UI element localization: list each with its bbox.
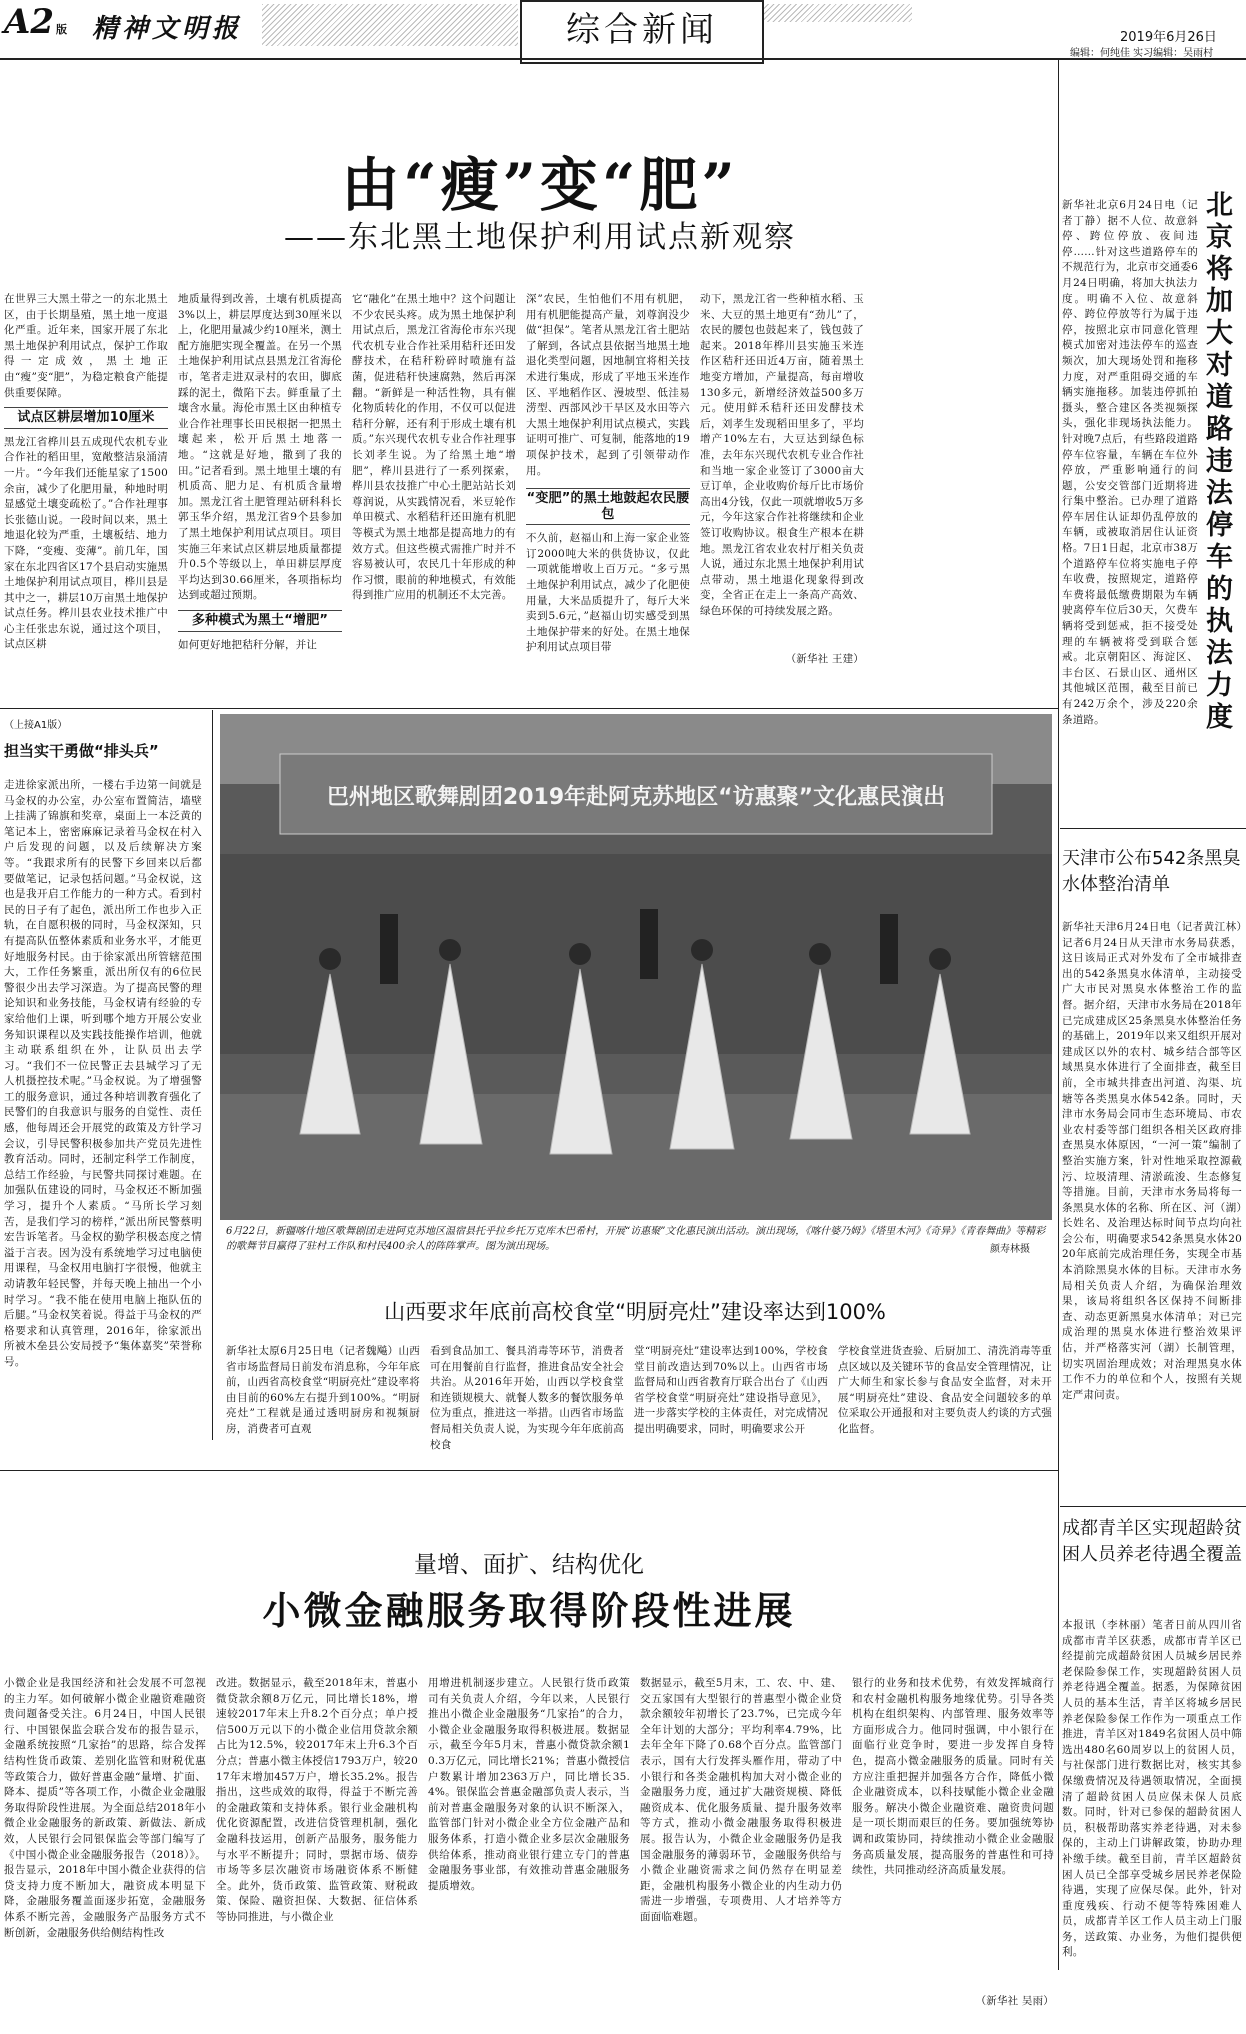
- main-subhead-2: 多种模式为黑土“增肥”: [178, 610, 342, 632]
- beijing-body: 新华社北京6月24日电（记者丁静）据不人位、故意斜停、跨位停放、夜间违停……针对这些道路停车的不规范行为，北京市交通委6月24日明确，将加大执法力度。明确不入位、故意斜停、跨位停放等行为属于违停，按照北京市同意化管理模式加密对违法停车的巡查频次，加大现场处罚和拖移力度，对严重阻碍交通的车辆实施拖移。加装违停抓拍摄头，整合建区各类视频探头，强化非现场执法能力。针对晚7点后，有些路段道路停车位容量，车辆在车位外停放，严重影响通行的问题，公安交管部门近期将进行集中整治。已办理了道路停车居住认证却仍乱停放的车辆，或被取消居住认证资格。7日1日起，北京市38万个道路停车位将实施电子停车收费，按照规定，道路停车费将最低缴费期限为车辆驶离停车位后30天，欠费车辆将受到惩戒，拒不接受处理的车辆被将受到联合惩戒。北京朝阳区、海淀区、丰台区、石景山区、通州区其他城区范围，截至目前已有242万余个，涉及220余条道路。: [1062, 199, 1198, 726]
- performance-photo: [220, 714, 1052, 1220]
- page-number: A2 版: [4, 2, 68, 42]
- section-box: [520, 0, 764, 64]
- finance-col-2: 改进。数据显示，截至2018年末，普惠小微贷款余额8万亿元，同比增长18%，增速较2017年末上升8.2个百分点；单户授信500万元以下的小微企业信用贷款余额占比为12.5%，较2017年末上升6.3个百分点；普惠小微主体授信1793万户，较2017年末增加457万户，增长35.2%。报告指出，这些成效的取得，得益于不断完善的金融政策和支持体系。银行业金融机构优化资源配置，改进信贷管理机制，强化金融科技运用，创新产品服务，服务能力与水平不断提升；同时，票据市场、债券市场等多层次融资市场融资体系不断健全。此外，货币政策、监管政策、财税政策、保险、融资担保、大数据、征信体系等协同推进，与小微企业: [216, 1677, 418, 1923]
- tianjin-title: 天津市公布542条黑臭水体整治清单: [1062, 848, 1241, 895]
- main-col-1-text: 在世界三大黑土带之一的东北黑土区，由于长期垦殖，黑土地一度退化严重。近年来，国家开展了东北黑土地保护利用试点，保护工作取得一定成效，黑土地正由“瘦”变“肥”，为稳定粮食产能提供重要保障。: [4, 293, 168, 399]
- main-col-3-text: 它“融化”在黑土地中？这个问题让不少农民头疼。成为黑土地保护利用试点后，黑龙江省海伦市东兴现代农机专业合作社采用秸秆还田发酵技术，在秸秆粉碎时喷施有益菌，促进秸秆快速腐熟，然后再深翻。“新鲜是一种活性物，具有催化物质转化的作用，不仅可以促进秸秆分解，还有利于形成土壤有机质。”东兴现代农机专业合作社理事长刘孝生说。为了给黑土地“增肥”，桦川县进行了一系列探索，桦川县农技推广中心土肥站站长刘尊润说，从实践情况看，米豆轮作单田模式、水稻秸秆还田施有机肥等模式为黑土地都是提高地力的有效方式。但这些模式需推广时并不容易被认可，农民几十年形成的种作习惯，眼前的种地模式，有效能得到推广应用的机制还不太完善。: [352, 293, 516, 602]
- shanxi-col-2: 看到食品加工、餐具消毒等环节，消费者可在用餐前自行监督，推进食品安全社会共治。从2016年开始，山西以学校食堂和连锁规模大、就餐人数多的餐饮服务单位为重点，推进这一举措。山西省市场监督局相关负责人说，为实现今年年底前高校食: [430, 1345, 624, 1451]
- main-subhead-3: “变肥”的黑土地鼓起农民腰包: [526, 488, 690, 525]
- photo-banner-text: 巴州地区歌舞剧团2019年赴阿克苏地区“访惠聚”文化惠民演出: [326, 785, 946, 810]
- finance-col-1: 小微企业是我国经济和社会发展不可忽视的主力军。如何破解小微企业融资难融资贵问题备受关注。6月24日，中国人民银行、中国银保监会联合发布的报告显示，金融系统按照“几家抬”的思路，综合发挥结构性货币政策、差别化监管和财税优惠等政策合力，做好普惠金融“量增、扩面、降本、提质”等各项工作，小微企业金融服务取得阶段性进展。为全面总结2018年小微企业金融服务的新政策、新做法、新成效，人民银行会同银保监会等部门编写了《中国小微企业金融服务报告（2018）》。报告显示，2018年中国小微企业获得的信贷支持力度不断加大，融资成本明显下降，金融服务覆盖面逐步拓宽，金融服务体系不断完善，金融服务产品服务方式不断创新，金融服务供给侧结构性改: [4, 1677, 206, 1939]
- main-col-3: [352, 292, 516, 702]
- section-title: 综合新闻: [566, 10, 718, 50]
- continued-body: 走进徐家派出所，一楼右手边第一间就是马金权的办公室，办公室布置简洁，墙壁上挂满了锦旗和奖章，桌面上一本泛黄的笔记本上，密密麻麻记录着马金权在村入户后发现的问题，以及后续解决方案等。“我跟求所有的民警下乡回来以后都要做笔记，记录包括问题。”马金权说，这也是我开启工作能力的一种方式。看到村民的日子有了起色，派出所工作也步入正轨，在自愿积极的同时，马金权深知，只有提高队伍整体素质和业务水平，才能更好地服务村民。由于徐家派出所管辖范围大，工作任务繁重，派出所仅有的6位民警很少出去学习深造。为了提高民警的理论知识和业务技能，马金权请有经验的专家给他们上课，听到哪个地方开展公安业务知识课程以及实践技能操作培训，他就主动联系组织在外，让队员出去学习。“我们不一位民警正去县城学习了无人机摄控技术呢。”马金权说。为了增强警工的服务意识，通过各种培训教育强化了民警们的自我意识与服务的自觉性、责任感，他每周还会开展党的政策及方针学习会议，引导民警积极参加共产党员先进性教育活动。同时，还制定科学工作制度，总结工作经验，与民警共同探讨难题。在加强队伍建设的同时，马金权还不断加强学习，提升个人素质。“马所长学习刻苦，是我们学习的榜样，”派出所民警蔡明宏告诉笔者。马金权的勤学积极态度之情溢于言表。因为没有系统地学习过电脑使用课程，马金权用电脑打字很慢，他就主动请教年轻民警，并每天晚上抽出一个小时学习。“我不能在使用电脑上拖队伍的后腿。”马金权笑着说。得益于马金权的严格要求和认真管理，2016年，徐家派出所被木垒县公安局授予“集体嘉奖”荣誉称号。: [4, 779, 202, 1368]
- shanxi-title: 山西要求年底前高校食堂“明厨亮灶”建设率达到100%: [384, 1300, 886, 1324]
- photo-credit: 颜寿林摄: [990, 1244, 1030, 1255]
- shanxi-col-1: 新华社太原6月25日电（记者魏飚）山西省市场监督局日前发布消息称，今年年底前，山西省高校食堂“明厨亮灶”建设率将由目前的60%左右提升到100%。“明厨亮灶”工程就是通过透明厨房和视频厨房，消费者可直观: [226, 1345, 420, 1435]
- left-column-divider: [212, 710, 213, 1440]
- beijing-title: 北京将加大对道路违法停车的执法力度: [1206, 190, 1233, 733]
- rule-above-tianjin: [1060, 828, 1246, 829]
- main-col-5: [700, 292, 864, 702]
- main-col-1: [4, 292, 168, 702]
- continued-title: 担当实干勇做“排头兵”: [4, 742, 159, 760]
- main-col-2: [178, 292, 342, 702]
- main-col-2-text: 地质量得到改善，土壤有机质提高3%以上，耕层厚度达到30厘米以上，化肥用量减少约10厘米，测土配方施肥实现全覆盖。在另一个黑土地保护利用试点县黑龙江省海伦市，笔者走进双录村的农田，脚底踩的泥土，微陷下去。鲜重量了土壤含水量。海伦市黑土区由种植专业合作社理事长田民根据一把黑土壤起来，松开后黑土地落一地。“这就是好地，撒到了我的田。”记者看到。黑土地里土壤的有机质高、肥力足、有机质含量增加。黑龙江省土肥管理站研科科长郭玉华介绍，黑龙江省9个县参加了黑土地保护利用试点项目。项目实施三年来试点区耕层地质量都提升0.5个等级以上，单田耕层厚度平均达到30.66厘米，各项指标均达到或超过预期。: [178, 293, 342, 602]
- shanxi-col-4: 学校食堂进货查验、后厨加工、清洗消毒等重点区域以及关键环节的食品安全管理情况，让广大师生和家长参与食品安全监督，对未开展“明厨亮灶”建设、食品安全问题较多的单位采取公开通报和对主要负责人约谈的方式强化监督。: [838, 1345, 1052, 1435]
- masthead-logo: 精神文明报: [92, 14, 243, 44]
- header-rule: [0, 58, 1246, 60]
- main-col-4: [526, 292, 690, 702]
- main-article-subtitle: ——东北黑土地保护利用试点新观察: [284, 220, 796, 255]
- chengdu-title: 成都青羊区实现超龄贫困人员养老待遇全覆盖: [1062, 1518, 1242, 1565]
- finance-col-3: 用增进机制逐步建立。人民银行货币政策司有关负责人介绍，今年以来，人民银行推出小微企业金融服务“几家抬”的合力，小微企业金融服务取得积极进展。数据显示，截至今年5月末，普惠小微贷款余额10.3万亿元，同比增长21%；普惠小微授信户数累计增加2363万户，同比增长35.4%。银保监会普惠金融部负责人表示，当前对普惠金融服务对象的认识不断深入，监管部门针对小微企业全方位金融产品和服务体系，打造小微企业多层次金融服务供给体系，推动商业银行建立专门的普惠金融服务事业部，有效推动普惠金融服务提质增效。: [428, 1677, 630, 1892]
- issue-date: 2019年6月26日: [1120, 30, 1217, 45]
- finance-col-5: [852, 1676, 1054, 2026]
- shanxi-col-3: 堂“明厨亮灶”建设率达到100%，学校食堂目前改造达到70%以上。山西省市场监督局和山西省教育厅联合出台了《山西省学校食堂“明厨亮灶”建设指导意见》，进一步落实学校的主体责任，对完成情况提出明确要求，同时，明确要求公开: [634, 1345, 828, 1435]
- main-article-title: 由“瘦”变“肥”: [341, 151, 739, 219]
- main-col-2b-text: 如何更好地把秸秆分解，并让: [178, 638, 318, 651]
- tianjin-body: 新华社天津6月24日电（记者黄江林）记者6月24日从天津市水务局获悉，这日该局正式对外发布了全市城排查出的542条黑臭水体清单，主动接受广大市民对黑臭水体整治工作的监督。据介绍，天津市水务局在2018年已完成建成区25条黑臭水体整治任务的基础上，2019年以来又组织开展对建成区以外的农村、城乡结合部等区域黑臭水体进行了全面排查，截至目前，全市城共排查出河道、沟渠、坑塘等各类黑臭水体542条。同时，天津市水务局会同市生态环境局、市农业农村委等部门组织各相关区政府排查黑臭水体原因，“一河一策”编制了整治实施方案，针对性地采取控源截污、垃圾清理、清淤疏浚、生态修复等措施。目前，天津市水务局将每一条黑臭水体的名称、所在区、河（湖）长姓名、及治理达标时间节点均向社会公布，明确要求542条黑臭水体2020年底前完成治理任务，实现全市基本消除黑臭水体的目标。天津市水务局相关负责人介绍，为确保治理效果，该局将组织各区保持不间断排查、动态更新黑臭水体清单；对已完成治理的黑臭水体进行整治效果评估，并严格落实河（湖）长制管理，切实巩固治理成效；对治理黑臭水体工作不力的单位和个人，按照有关规定严肃问责。: [1062, 921, 1242, 1401]
- header-hatch-right: [762, 4, 912, 22]
- editors-line: 编辑：何纯佳 实习编辑：吴雨村: [1070, 48, 1214, 59]
- main-byline: （新华社 王建）: [785, 653, 864, 665]
- main-right-divider: [1058, 60, 1059, 1970]
- rule-above-chengdu: [1060, 1506, 1246, 1507]
- header-hatch-left: [262, 4, 518, 46]
- finance-col-4: 数据显示，截至5月末，工、农、中、建、交五家国有大型银行的普惠型小微企业贷款余额较年初增长了23.7%，已完成今年全年计划的大部分；平均利率4.79%，比去年全年下降了0.68个百分点。监管部门表示，国有大行发挥头雁作用，带动了中小银行和各类金融机构加大对小微企业的金融服务力度，通过扩大融资规模、降低融资成本、优化服务质量、提升服务效率等方式，推动小微金融服务取得积极进展。报告认为，小微企业金融服务仍是我国金融服务的薄弱环节，金融服务供给与小微企业融资需求之间仍然存在明显差距，金融机构服务小微企业的内生动力仍需进一步增强，专项费用、人才培养等方面面临难题。: [640, 1677, 842, 1923]
- main-col-4b-text: 不久前，赵福山和上海一家企业签订2000吨大米的供货协议，仅此一项就能增收上百万元。“多亏黑土地保护利用试点，减少了化肥使用量，大米品质提升了，每斤大米卖到5.6元，”赵福山切实感受到黑土地保护带来的好处。在黑土地保护利用试点项目带: [526, 532, 690, 654]
- chengdu-body: 本报讯（李林丽）笔者日前从四川省成都市青羊区获悉，成都市青羊区已经提前完成超龄贫困人员城乡居民养老保险参保工作，实现超龄贫困人员养老待遇全覆盖。据悉，为保障贫困人员的基本生活，青羊区将城乡居民养老保险参保工作作为一项重点工作推进，青羊区对1849名贫困人员中筛选出480名60周岁以上的贫困人员，与社保部门进行数据比对，核实其参保缴费情况及待遇领取情况，全面摸清了超龄贫困人员应保未保人员底数。同时，针对已参保的超龄贫困人员，积极帮助落实养老待遇，对未参保的，主动上门讲解政策，协助办理补缴手续。截至目前，青羊区超龄贫困人员已全部享受城乡居民养老保险待遇，实现了应保尽保。此外，针对重度残疾、行动不便等特殊困难人员，成都青羊区工作人员主动上门服务，送政策、办业务，为他们提供便利。: [1062, 1619, 1242, 1959]
- finance-col-5-text: 银行的业务和技术优势，有效发挥城商行和农村金融机构服务地缘优势。引导各类机构在组织架构、内部管理、服务效率等方面形成合力。他同时强调，中小银行在面临行业竞争时，要进一步发挥自身特色，提高小微金融服务的质量。同时有关方应注重把握并加强各方合作，降低小微企业融资成本，以科技赋能小微企业金融服务。解决小微企业融资难、融资贵问题是一项长期而艰巨的任务。要加强统筹协调和政策协同，持续推动小微企业金融服务高质量发展，提高服务的普惠性和可持续性，共同推动经济高质量发展。: [852, 1677, 1054, 1877]
- rule-above-finance: [0, 1470, 1058, 1471]
- main-col-4-text: 深”农民，生怕他们不用有机肥，用有机肥能提高产量，刘尊润没少做“担保”。笔者从黑龙江省土肥站了解到，各试点县依据当地黑土地退化类型问题，因地制宜将相关技术进行集成，形成了平地玉米连作区、平地稻作区、漫坡型、低洼易涝型、西部风沙干旱区及水田等六大黑土地保护利用试点模式，实践证明可推广、可复制，能落地的19项保护技术，起到了引领带动作用。: [526, 293, 690, 477]
- photo-caption: 6月22日，新疆喀什地区歌舞剧团走进阿克苏地区温宿县托乎拉乡托万克库木巴希村，开展“访惠聚”文化惠民演出活动。演出现场，《喀什婆乃姆》《塔里木河》《奇异》《青春舞曲》等精彩的歌舞节目赢得了驻村工作队和村民400余人的阵阵掌声。图为演出现场。: [226, 1226, 1046, 1252]
- main-subhead-1: 试点区耕层增加10厘米: [4, 407, 168, 429]
- main-col-5-text: 动下，黑龙江省一些种植水稻、玉米、大豆的黑土地更有“劲儿”了，农民的腰包也鼓起来了，钱包鼓了起来。2018年桦川县实施玉米连作区秸秆还田近4万亩，随着黑土地变方增加，产量提高，每亩增收130多元，新增经济效益500多万元。使用鲜禾秸秆还田发酵技术后，刘孝生发现稻田里多了，平均增产10%左右，大豆达到绿色标准，去年东兴现代农机专业合作社和当地一家企业签订了3000亩大豆订单，企业收购价每斤比市场价高出4分钱，仅此一项就增收5万多元，今年这家合作社将继续和企业签订收购协议。根食生产根本在耕地。黑龙江省农业农村厅相关负责人说，通过东北黑土地保护利用试点带动，黑土地退化现象得到改变，全省正在走上一条高产高效、绿色环保的可持续发展之路。: [700, 293, 864, 617]
- continued-tag: （上接A1版）: [4, 720, 68, 731]
- rule-below-main: [0, 708, 1058, 709]
- finance-kicker: 量增、面扩、结构优化: [414, 1552, 644, 1578]
- finance-title: 小微金融服务取得阶段性进展: [262, 1588, 796, 1633]
- finance-byline: （新华社 吴雨）: [975, 1995, 1054, 2007]
- main-col-1b-text: 黑龙江省桦川县五成现代农机专业合作社的稻田里，宽敞整洁泉涌清一片。“今年我们还能星家了1500余亩，减少了化肥用量，种地时明显感觉土壤变疏松了。”合作社理事长张德山说。一段时间以来，黑土地退化较为严重，土壤板结、地力下降，“变瘦、变薄”。前几年，国家在东北四省区17个县启动实施黑土地保护利用试点项目，桦川县是其中之一，耕层10万亩黑土地保护试点任务。桦川县农业技术推广中心主任张忠东说，通过这个项目，试点区耕: [4, 435, 168, 651]
